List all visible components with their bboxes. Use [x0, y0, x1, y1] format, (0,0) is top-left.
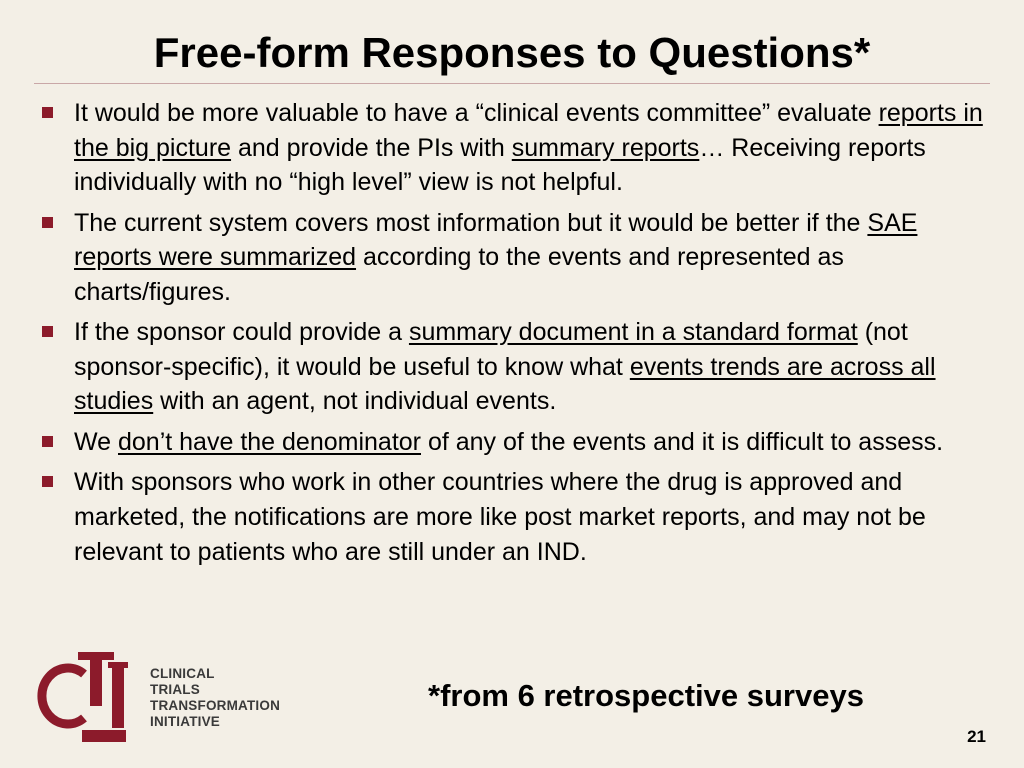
bullet-emphasis: summary document in a standard format: [408, 318, 858, 346]
bullet-text: The current system covers most information but it would be better if the: [74, 208, 868, 237]
logo-line: TRANSFORMATION: [150, 698, 281, 713]
cti-logo-mark: [34, 646, 150, 746]
bullet-text: of any of the events and it is difficult to assess.: [421, 427, 944, 456]
bullet-text: … Receiving reports individually with no “high level” view is not helpful.: [74, 133, 926, 196]
bullet-text: and provide the PIs with: [231, 133, 512, 162]
page-number: 21: [967, 727, 986, 746]
bullet-item: [40, 465, 988, 570]
bullet-item: [40, 425, 988, 460]
logo-line: INITIATIVE: [150, 714, 221, 729]
cti-logo: [34, 646, 294, 746]
bullet-text: with an agent, not individual events.: [153, 387, 557, 415]
bullet-emphasis: events trends are across all studies: [74, 352, 936, 415]
bullet-emphasis: don’t have the denominator: [118, 427, 421, 456]
bullet-emphasis: summary reports: [511, 133, 700, 162]
bullet-item: [40, 206, 988, 310]
logo-line: TRIALS: [150, 682, 200, 697]
bullet-list: [40, 96, 988, 576]
bullet-emphasis: SAE reports were summarized: [74, 208, 918, 271]
bullet-text: (not sponsor-specific), it would be useful to know what: [74, 318, 908, 381]
square-bullet-icon: [42, 476, 53, 487]
square-bullet-icon: [42, 217, 53, 228]
bullet-item: [40, 96, 988, 200]
footnote: *from 6 retrospective surveys: [428, 678, 864, 713]
square-bullet-icon: [42, 107, 53, 118]
bullet-item: [40, 315, 988, 419]
bullet-text: according to the events and represented as charts/figures.: [74, 243, 844, 306]
square-bullet-icon: [42, 436, 53, 447]
bullet-text: If the sponsor could provide a: [74, 318, 409, 346]
logo-line: CLINICAL: [150, 666, 215, 681]
bullet-emphasis: reports in the big picture: [74, 99, 983, 162]
bullet-text: We: [74, 427, 118, 456]
cti-logo-text: [150, 666, 280, 730]
bullet-text: With sponsors who work in other countries where the drug is approved and marketed, the notifications are more like post market reports, and may not be relevant to patients who are still under an IND.: [74, 468, 926, 566]
square-bullet-icon: [42, 326, 53, 337]
slide-title: Free-form Responses to Questions*: [153, 29, 871, 76]
title-divider: [34, 83, 990, 84]
bullet-text: It would be more valuable to have a “clinical events committee” evaluate: [74, 99, 879, 127]
